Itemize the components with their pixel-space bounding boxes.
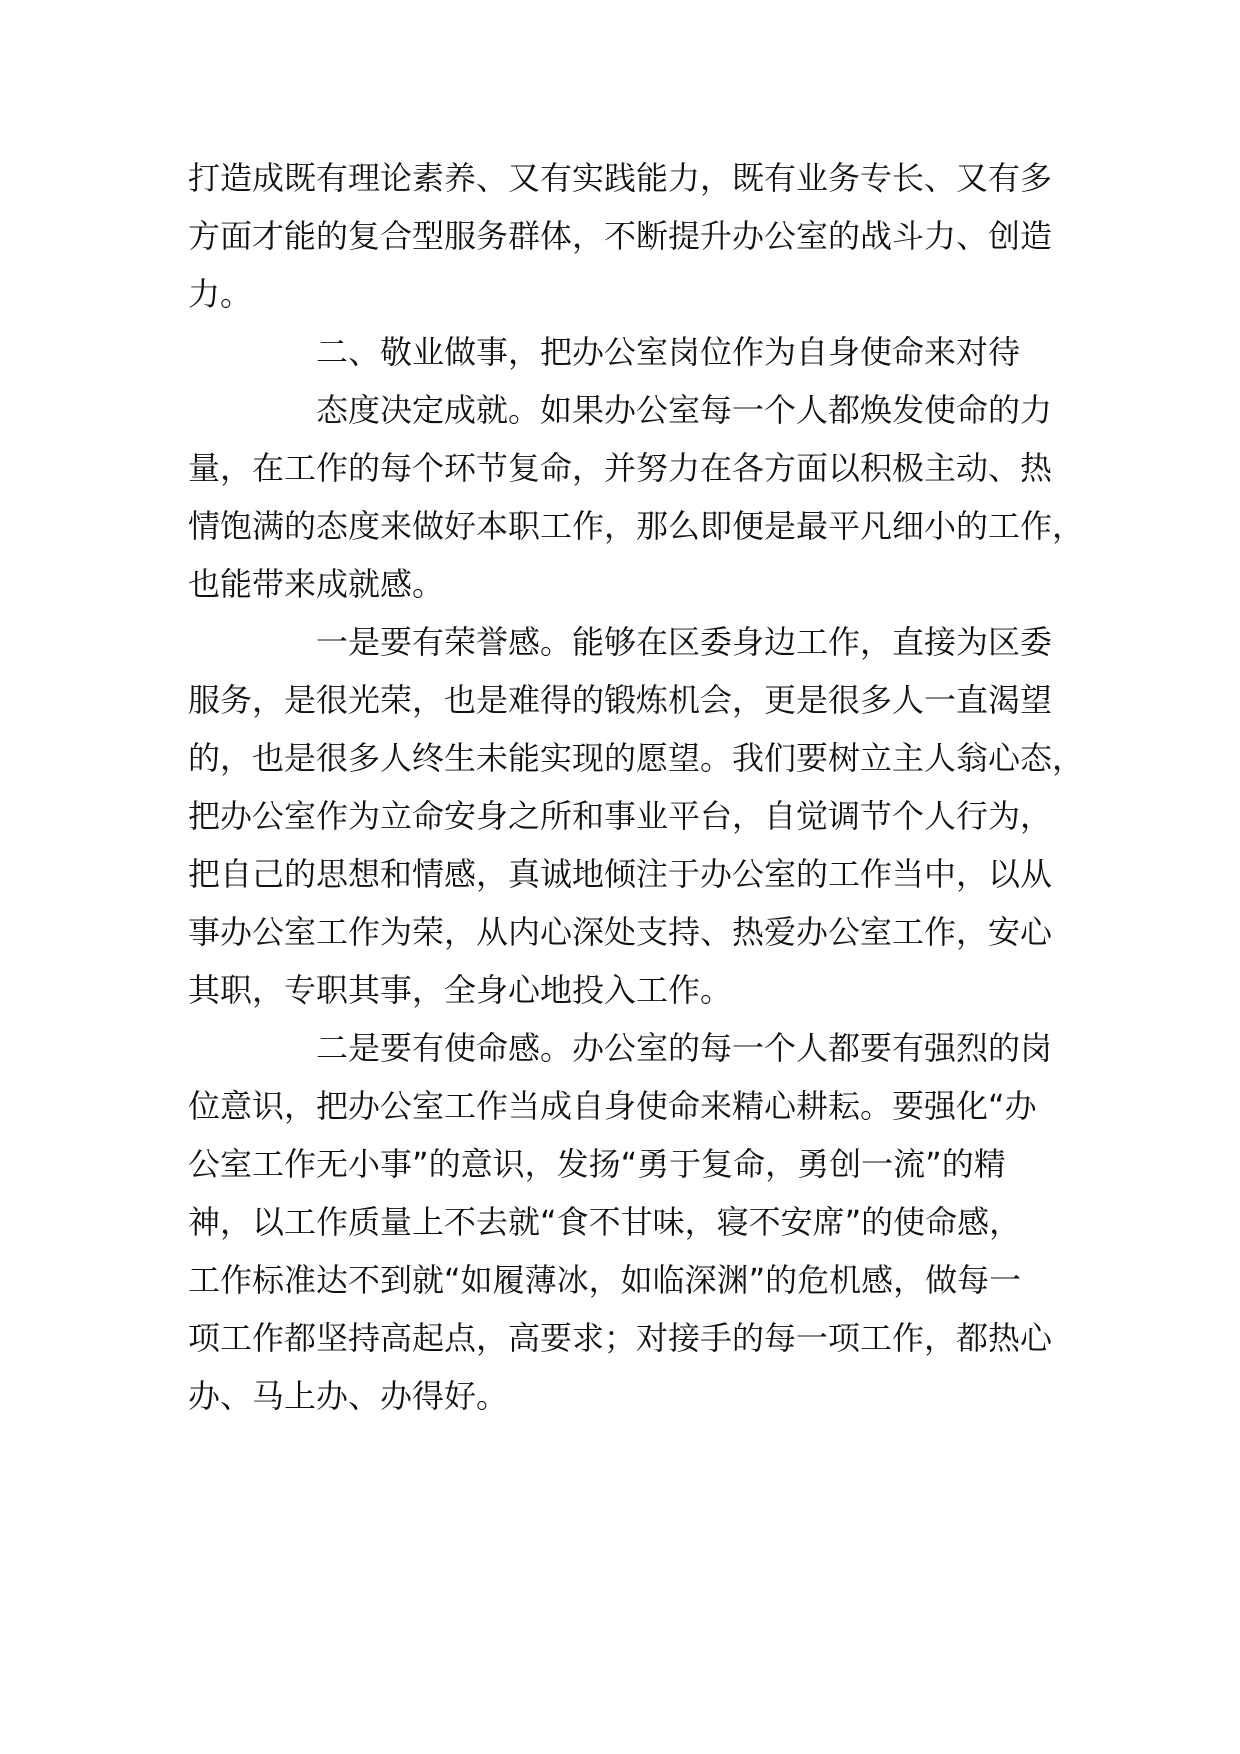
paragraph-line: 力。 [188, 275, 253, 313]
paragraph-line: 方面才能的复合型服务群体，不断提升办公室的战斗力、创造 [188, 217, 1053, 255]
paragraph-line: 的，也是很多人终生未能实现的愿望。我们要树立主人翁心态， [188, 739, 1085, 777]
paragraph-line: 工作标准达不到就“如履薄冰，如临深渊”的危机感，做每一 [188, 1261, 1022, 1299]
paragraph-line: 神，以工作质量上不去就“食不甘味，寝不安席”的使命感， [188, 1203, 1022, 1241]
paragraph-line: 情饱满的态度来做好本职工作，那么即便是最平凡细小的工作， [188, 507, 1085, 545]
paragraph-line: 把办公室作为立命安身之所和事业平台，自觉调节个人行为， [188, 797, 1053, 835]
paragraph-line: 项工作都坚持高起点，高要求；对接手的每一项工作，都热心 [188, 1319, 1053, 1357]
paragraph-line: 量，在工作的每个环节复命，并努力在各方面以积极主动、热 [188, 449, 1053, 487]
paragraph-line: 办、马上办、办得好。 [188, 1377, 509, 1415]
paragraph-line: 事办公室工作为荣，从内心深处支持、热爱办公室工作，安心 [188, 913, 1053, 951]
paragraph-line: 也能带来成就感。 [188, 565, 445, 603]
paragraph-line: 公室工作无小事”的意识，发扬“勇于复命，勇创一流”的精 [188, 1145, 1006, 1183]
paragraph-line: 一是要有荣誉感。能够在区委身边工作，直接为区委 [316, 623, 1053, 661]
paragraph-line: 位意识，把办公室工作当成自身使命来精心耕耘。要强化“办 [188, 1087, 1037, 1125]
paragraph-line: 态度决定成就。如果办公室每一个人都焕发使命的力 [316, 391, 1053, 429]
paragraph-line: 其职，专职其事，全身心地投入工作。 [188, 971, 733, 1009]
paragraph-line: 把自己的思想和情感，真诚地倾注于办公室的工作当中，以从 [188, 855, 1053, 893]
paragraph-line: 服务，是很光荣，也是难得的锻炼机会，更是很多人一直渴望 [188, 681, 1053, 719]
paragraph-line: 打造成既有理论素养、又有实践能力，既有业务专长、又有多 [188, 159, 1053, 197]
section-heading: 二、敬业做事，把办公室岗位作为自身使命来对待 [316, 333, 1021, 371]
paragraph-line: 二是要有使命感。办公室的每一个人都要有强烈的岗 [316, 1029, 1053, 1067]
